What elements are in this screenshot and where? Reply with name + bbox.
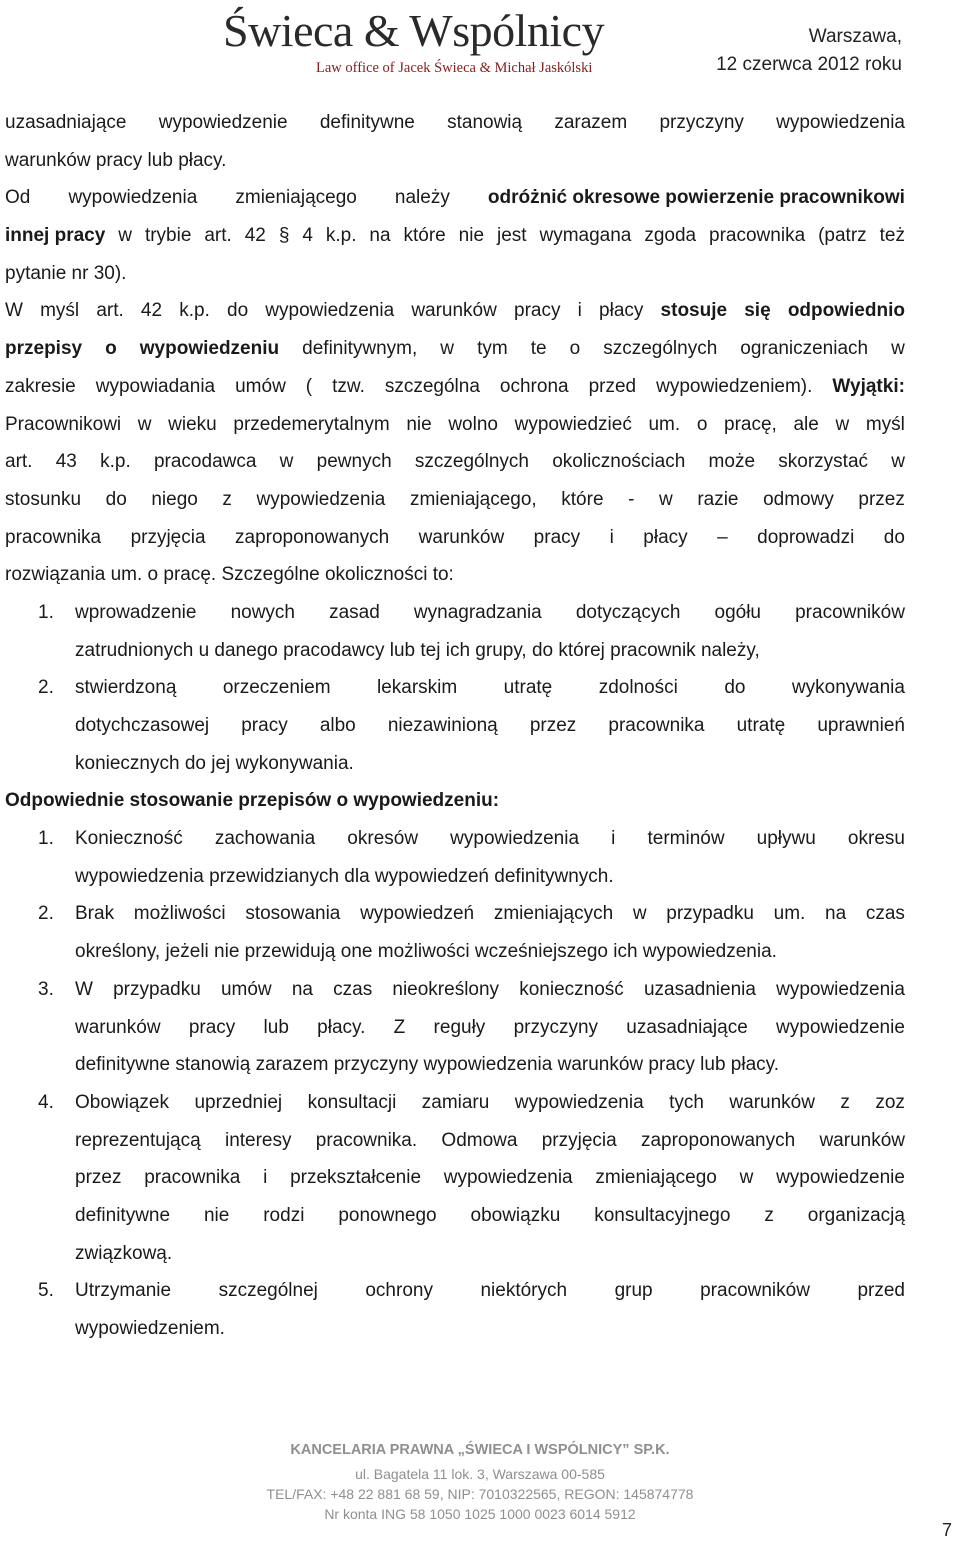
text-word: konieczność (519, 978, 624, 1000)
text-word: przypadku (113, 978, 201, 1000)
text-word: w (891, 338, 905, 360)
text-word: odmowy (763, 488, 834, 510)
text-word: definitywne (75, 1204, 171, 1226)
text-word: wypowiedzenia (256, 488, 386, 510)
list-number: 2. (38, 903, 54, 925)
text-word: pracy (514, 300, 561, 322)
text-word: reguły (433, 1016, 486, 1038)
text-word: warunków pracy lub płacy. (5, 149, 227, 171)
text-word: orzeczeniem (222, 677, 331, 699)
text-word: przez (529, 715, 577, 736)
text-line (75, 1046, 905, 1084)
text-word: pracę, (724, 413, 777, 435)
text-line (5, 179, 905, 217)
text-word: konsultacyjnego (594, 1204, 731, 1226)
text-line (5, 782, 905, 820)
text-word: um. (648, 413, 681, 435)
text-word: wypowiedzenia (776, 112, 905, 133)
text-word: wypowiedzenia (514, 1091, 644, 1113)
text-word: Odpowiednie stosowanie przepisów o wypowiedzeniu: (5, 790, 500, 812)
text-word: przyjęcia (541, 1129, 617, 1151)
text-word: które (403, 225, 446, 247)
text-word: płacy (643, 526, 688, 548)
text-word: przyjęcia (130, 526, 206, 548)
text-word: ogółu (714, 601, 761, 623)
text-word: zachowania (214, 828, 316, 850)
footer-address: ul. Bagatela 11 lok. 3, Warszawa 00-585 (355, 1466, 605, 1482)
text-line (75, 1122, 905, 1160)
text-line (75, 1009, 905, 1047)
text-word: 42 (244, 225, 266, 247)
text-word: koniecznych do jej wykonywania. (75, 752, 354, 774)
text-line (38, 971, 905, 1009)
text-word: określony, jeżeli nie przewidują one możliwości wcześniejszego ich wypowiedzenia. (75, 941, 777, 963)
text-word: uprawnień (817, 715, 905, 736)
text-word: dotychczasowej (75, 715, 210, 736)
text-word: zmieniającego (235, 187, 357, 209)
text-line (75, 933, 905, 971)
text-word: uzasadniające (626, 1016, 748, 1038)
text-word: przekształcenie (290, 1167, 422, 1189)
text-word: wprowadzenie (75, 601, 197, 623)
text-word: stosuje (660, 300, 728, 322)
footer-contact: TEL/FAX: +48 22 881 68 59, NIP: 7010322565, REGON: 145874778 (266, 1486, 694, 1502)
text-word: o (569, 338, 581, 360)
text-word: 4 (302, 225, 313, 247)
text-word: płacy (599, 300, 644, 322)
text-word: płacy. (317, 1016, 366, 1038)
text-word: szczególnych (603, 338, 718, 360)
text-word: wykonywania (791, 677, 905, 699)
text-word: nieokreślony (392, 978, 500, 1000)
text-word: nowych (230, 601, 295, 623)
text-word: przepisy (5, 338, 83, 360)
text-word: ponownego (338, 1204, 437, 1226)
text-word: reprezentującą (75, 1129, 201, 1151)
text-word: okresu (847, 828, 905, 850)
page-number: 7 (941, 1520, 952, 1540)
text-word: na (825, 903, 847, 925)
text-word: z (222, 488, 232, 510)
text-line (5, 104, 905, 142)
text-word: ochrona (499, 375, 569, 397)
text-word: szczególnych (414, 451, 529, 473)
text-word: umów (235, 375, 286, 397)
document-date: 12 czerwca 2012 roku (716, 54, 902, 75)
text-word: pracy (188, 1016, 236, 1038)
text-word: ochrony (365, 1280, 433, 1302)
text-word: 43 (55, 451, 77, 473)
text-word: zaproponowanych (235, 526, 390, 548)
text-word: uzasadniające (5, 112, 127, 133)
text-word: w (891, 451, 905, 473)
text-word: wypowiedzenie (158, 112, 288, 133)
text-line (5, 556, 905, 594)
list-number: 5. (38, 1280, 54, 1302)
text-word: i (577, 300, 582, 322)
text-word: Konieczność (75, 828, 183, 850)
text-word: przez (858, 488, 905, 510)
text-word: czas (865, 903, 905, 925)
text-word: zakresie (5, 375, 76, 397)
text-word: szczególnej (218, 1280, 318, 1302)
text-word: tzw. (332, 375, 365, 397)
text-word: definitywne (319, 112, 415, 133)
footer-firm-name: KANCELARIA PRAWNA „ŚWIECA I WSPÓLNICY” SP.K. (290, 1442, 670, 1458)
text-line (5, 292, 905, 330)
text-word: definitywnym, (302, 338, 418, 360)
logo-subtitle: Law office of Jacek Świeca & Michał Jaskólski (316, 60, 593, 76)
text-word: Obowiązek (75, 1091, 169, 1113)
text-word: o (105, 338, 117, 360)
text-word: jest (496, 225, 527, 247)
text-word: w (137, 413, 152, 435)
text-word: warunków (418, 526, 505, 548)
text-word: z (840, 1091, 850, 1113)
text-word: z (764, 1204, 774, 1226)
text-word: organizacją (807, 1204, 905, 1226)
text-word: niektórych (480, 1280, 568, 1302)
text-word: przez (75, 1167, 122, 1189)
text-word: k.p. (325, 225, 357, 247)
text-word: – (717, 526, 728, 548)
text-word: może (708, 451, 756, 473)
text-word: w (835, 413, 850, 435)
text-word: zmieniającego, (409, 488, 537, 510)
text-word: umów (220, 978, 272, 1000)
text-word: wypowiedzenia (265, 300, 395, 322)
text-word: warunków (729, 1091, 815, 1113)
text-word: niego (151, 488, 198, 510)
text-word: niezawinioną (387, 715, 498, 736)
text-word: przypadku (666, 903, 754, 925)
text-word: na (369, 225, 391, 247)
text-line (5, 406, 905, 444)
text-word: pracy (533, 526, 581, 548)
text-word: i (263, 1167, 268, 1189)
text-line (75, 632, 905, 670)
text-word: Od (5, 187, 31, 209)
text-word: pracownika (608, 715, 705, 736)
text-word: warunków (819, 1129, 905, 1151)
text-line (75, 707, 905, 745)
text-line (5, 368, 905, 406)
text-word: wymagana (539, 225, 632, 247)
list-number: 4. (38, 1091, 54, 1113)
list-number: 3. (38, 978, 54, 1000)
text-word: trybie (144, 225, 192, 247)
text-word: k.p. (100, 451, 131, 473)
text-word: myśl (40, 300, 80, 322)
text-word: stosunku (5, 488, 82, 510)
text-word: skorzystać (778, 451, 869, 473)
text-word: utratę (503, 677, 553, 699)
text-word: uprzedniej (194, 1091, 283, 1113)
text-word: wypowiedzenie (776, 1167, 905, 1189)
text-word: wypowiedzenie (776, 1016, 905, 1038)
text-word: doprowadzi (757, 526, 855, 548)
text-word: i (611, 828, 616, 850)
text-word: § (278, 225, 290, 247)
text-line (38, 820, 905, 858)
text-word: pewnych (316, 451, 392, 473)
text-line (75, 745, 905, 783)
text-word: pracownika (144, 1167, 241, 1189)
text-word: zaproponowanych (640, 1129, 796, 1151)
list-number: 2. (38, 677, 54, 699)
text-line (5, 217, 905, 255)
text-word: dotyczących (575, 601, 681, 623)
text-word: szczególna (384, 375, 480, 397)
text-word: rodzi (263, 1204, 305, 1226)
text-word: art. (5, 451, 33, 473)
text-word: - (628, 488, 635, 510)
text-word: lub (263, 1016, 289, 1038)
text-word: wypowiedzieć (514, 413, 632, 435)
text-word: w (279, 451, 294, 473)
text-word: przed (857, 1280, 905, 1302)
text-line (75, 1235, 905, 1273)
text-line (5, 443, 905, 481)
text-word: warunków (75, 1016, 161, 1038)
text-word: wolno (448, 413, 498, 435)
text-word: Z (393, 1016, 406, 1038)
text-word: um. (773, 903, 806, 925)
text-word: rozwiązania um. o pracę. Szczególne okoliczności to: (5, 564, 454, 586)
text-word: wypowiedzeń (360, 903, 475, 925)
text-word: do (227, 300, 249, 322)
text-line (5, 481, 905, 519)
text-line (38, 669, 905, 707)
text-word: do (105, 488, 127, 510)
text-word: ale (793, 413, 819, 435)
text-word: tym (477, 338, 508, 360)
page-footer (0, 1440, 960, 1524)
text-word: zgoda (644, 225, 697, 247)
text-word: stosowania (245, 903, 341, 925)
text-line (75, 1159, 905, 1197)
text-word: nie (203, 1204, 230, 1226)
text-word: Brak (75, 903, 115, 925)
text-line (5, 519, 905, 557)
document-place: Warszawa, (808, 26, 902, 47)
text-word: Wyjątki: (832, 375, 905, 397)
text-word: się (744, 300, 771, 322)
text-word: definitywne stanowią zarazem przyczyny wypowiedzenia warunków pracy lub płacy. (75, 1054, 780, 1076)
text-word: zasad (329, 601, 380, 623)
text-word: zdolności (598, 677, 678, 699)
text-word: zatrudnionych u danego pracodawcy lub tej ich grupy, do której pracownik należy, (75, 639, 760, 661)
list-number: 1. (38, 601, 54, 623)
text-word: w (659, 488, 673, 510)
text-word: art. (96, 300, 124, 322)
text-word: nie (458, 225, 485, 247)
text-word: pracownika (5, 526, 102, 548)
text-word: pracownika. (315, 1129, 418, 1151)
text-word: obowiązku (470, 1204, 561, 1226)
text-word: które (561, 488, 604, 510)
text-word: wypowiedzeniem. (75, 1318, 225, 1339)
text-word: albo (319, 715, 356, 736)
text-word: myśl (865, 413, 905, 435)
text-word: pracowników (795, 601, 905, 623)
text-word: pracodawca (153, 451, 257, 473)
company-logo: Świeca & Wspólnicy (223, 5, 605, 56)
text-word: interesy (224, 1129, 292, 1151)
text-word: należy (394, 187, 450, 209)
text-word: Utrzymanie (75, 1280, 172, 1302)
text-word: o (696, 413, 708, 435)
text-word: warunków (411, 300, 497, 322)
text-word: wypowiedzeniem). (656, 375, 813, 397)
text-word: stanowią (447, 112, 523, 133)
text-word: (patrz (818, 225, 867, 247)
text-word: zoz (875, 1091, 905, 1113)
text-word: wypowiedzenia przewidzianych dla wypowiedzeń definitywnych. (75, 865, 614, 887)
footer-bank-account: Nr konta ING 58 1050 1025 1000 0023 6014 5912 (324, 1506, 636, 1522)
text-word: k.p. (179, 300, 210, 322)
text-word: 42 (140, 300, 163, 322)
text-line (38, 1084, 905, 1122)
text-word: do (724, 677, 746, 699)
text-line (5, 255, 905, 293)
text-word: te (530, 338, 547, 360)
letterhead (0, 0, 960, 90)
text-word: ograniczeniach (740, 338, 869, 360)
text-word: odróżnić okresowe powierzenie pracownikowi (487, 187, 905, 209)
text-word: w (739, 1167, 754, 1189)
text-word: pracy (241, 715, 288, 736)
text-word: Odmowa (441, 1129, 518, 1151)
text-word: grup (614, 1280, 653, 1302)
text-word: upływu (756, 828, 816, 850)
text-word: ( (305, 375, 313, 397)
text-word: pracowników (700, 1280, 810, 1302)
text-line (38, 895, 905, 933)
text-word: na (291, 978, 313, 1000)
list-number: 1. (38, 828, 54, 850)
text-word: w (632, 903, 647, 925)
text-word: w (118, 225, 132, 247)
text-word: w (440, 338, 455, 360)
text-word: też (879, 225, 905, 247)
text-word: innej pracy (5, 225, 106, 247)
text-word: wypowiedzeniu (139, 338, 280, 360)
text-line (38, 1272, 905, 1310)
text-word: konsultacji (307, 1091, 397, 1113)
text-word: przyczyny (513, 1016, 599, 1038)
text-word: wypowiedzenia (443, 1167, 573, 1189)
text-word: pytanie nr 30). (5, 262, 127, 284)
text-word: przed (588, 375, 637, 397)
text-word: wieku (168, 413, 217, 435)
text-word: lekarskim (376, 677, 458, 699)
text-word: W (5, 300, 23, 322)
text-line (5, 142, 905, 180)
text-word: możliwości (133, 903, 226, 925)
text-word: nie (406, 413, 432, 435)
text-word: Pracownikowi (5, 413, 122, 435)
text-word: wypowiedzenia (776, 978, 905, 1000)
text-word: tych (669, 1091, 704, 1113)
text-word: wypowiadania (95, 375, 216, 397)
text-word: zamiaru (421, 1091, 490, 1113)
text-line (75, 1310, 905, 1348)
text-word: art. (204, 225, 232, 247)
text-word: utratę (736, 715, 786, 736)
text-word: stwierdzoną (75, 677, 177, 699)
text-line (38, 594, 905, 632)
text-word: pracownika (709, 225, 806, 247)
text-word: okolicznościach (552, 451, 686, 473)
text-word: odpowiednio (787, 300, 905, 322)
text-word: i (609, 526, 614, 548)
text-word: do (883, 526, 905, 548)
text-word: czas (333, 978, 373, 1000)
text-word: przedemerytalnym (233, 413, 390, 435)
text-word: przyczyny (659, 112, 744, 133)
text-word: wypowiedzenia (68, 187, 198, 209)
text-word: uzasadnienia (643, 978, 756, 1000)
text-word: wypowiedzenia (450, 828, 580, 850)
text-word: zmieniających (493, 903, 614, 925)
text-word: zarazem (554, 112, 628, 133)
text-line (5, 330, 905, 368)
text-word: wynagradzania (413, 601, 542, 623)
text-word: razie (697, 488, 739, 510)
text-word: związkową. (75, 1242, 173, 1264)
text-word: W (75, 978, 93, 1000)
text-word: zmieniającego (595, 1167, 717, 1189)
document-body (5, 104, 905, 1348)
text-word: terminów (647, 828, 725, 850)
text-line (75, 858, 905, 896)
text-line (75, 1197, 905, 1235)
text-word: okresów (347, 828, 419, 850)
